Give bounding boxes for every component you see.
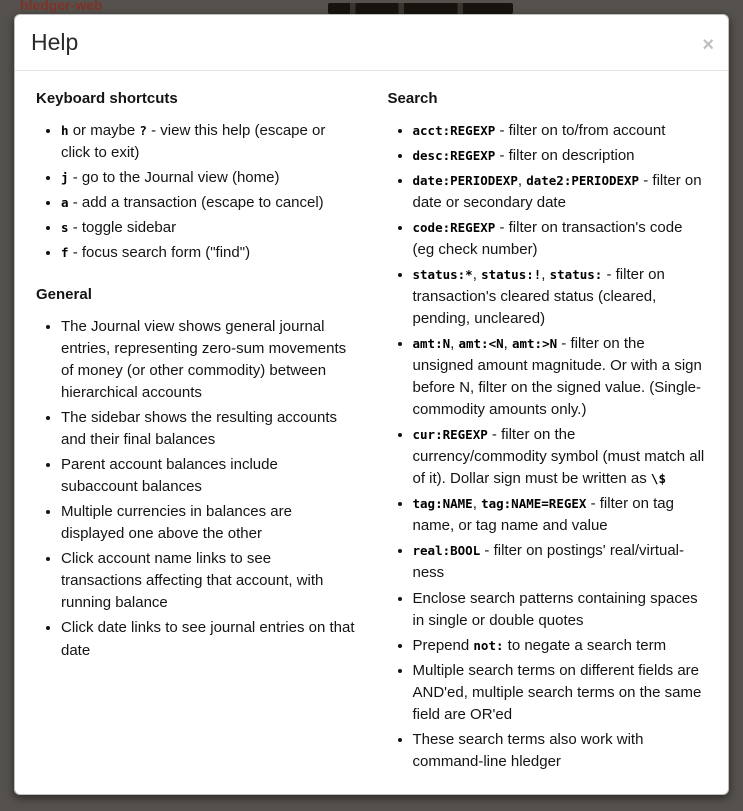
code-token: amt:>N	[511, 336, 558, 352]
code-token: j	[61, 169, 69, 185]
modal-body	[15, 71, 728, 795]
section-heading: Keyboard shortcuts	[36, 89, 178, 107]
help-list-item: • amt:N, amt:<N, amt:>N - filter on the unsigned amount magnitude. Or with a sign before N, filter on the signed value. (Single-commodity amounts only.)	[413, 333, 708, 421]
code-token: s	[61, 219, 69, 235]
help-list-item: • h or maybe ? - view this help (escape or click to exit)	[61, 120, 356, 164]
code-token: not:	[473, 637, 504, 653]
help-list-item: • The Journal view shows general journal entries, representing zero-sum movements of money (or other commodity) between hierarchical accounts	[61, 316, 356, 404]
help-list-item: • The sidebar shows the resulting accounts and their final balances	[61, 407, 356, 451]
help-list	[36, 120, 356, 264]
code-token: \$	[650, 471, 666, 487]
section-heading: Search	[387, 89, 438, 107]
help-modal	[14, 14, 729, 795]
help-list-item: • Multiple search terms on different fields are AND'ed, multiple search terms on the same field are OR'ed	[413, 660, 708, 726]
code-token: tag:NAME	[412, 496, 473, 512]
help-list-item: • These search terms also work with command-line hledger	[413, 729, 708, 773]
help-list-item: • Click account name links to see transactions affecting that account, with running balance	[61, 548, 356, 614]
code-token: real:BOOL	[412, 543, 481, 559]
help-list-item: • j - go to the Journal view (home)	[61, 167, 356, 189]
code-token: tag:NAME=REGEX	[481, 496, 587, 512]
help-list	[36, 316, 356, 662]
section-heading: General	[36, 285, 92, 303]
code-token: h	[61, 122, 69, 138]
code-token: amt:<N	[458, 336, 504, 352]
help-column-right	[372, 90, 724, 795]
code-token: status:*	[412, 266, 473, 282]
code-token: code:REGEXP	[412, 219, 496, 235]
help-list-item: • Parent account balances include subaccount balances	[61, 454, 356, 498]
code-token: status:!	[481, 266, 542, 282]
modal-header	[15, 15, 728, 71]
code-token: amt:N	[412, 336, 451, 352]
help-list-item: • Prepend not: to negate a search term	[413, 635, 708, 657]
help-list-item: • s - toggle sidebar	[61, 217, 356, 239]
code-token: status:	[549, 266, 603, 282]
help-list-item: • status:*, status:!, status: - filter on transaction's cleared status (cleared, pending, uncleared)	[413, 264, 708, 330]
code-token: cur:REGEXP	[412, 427, 488, 443]
help-list-item: • Enclose search patterns containing spaces in single or double quotes	[413, 588, 708, 632]
app-brand-link: hledger-web	[20, 0, 103, 13]
code-token: acct:REGEXP	[412, 122, 496, 138]
code-token: ?	[139, 122, 147, 138]
help-list-item: • code:REGEXP - filter on transaction's code (eg check number)	[413, 217, 708, 261]
modal-title: Help	[31, 29, 79, 55]
help-list-item: • f - focus search form ("find")	[61, 242, 356, 264]
help-list-item: • acct:REGEXP - filter on to/from account	[413, 120, 708, 142]
help-list	[388, 120, 708, 773]
help-list-item: • desc:REGEXP - filter on description	[413, 145, 708, 167]
help-list-item: • Multiple currencies in balances are displayed one above the other	[61, 501, 356, 545]
help-list-item: • cur:REGEXP - filter on the currency/commodity symbol (must match all of it). Dollar sign must be written as \$	[413, 424, 708, 490]
help-column-left	[20, 90, 372, 795]
code-token: desc:REGEXP	[412, 147, 496, 163]
help-list-item: • real:BOOL - filter on postings' real/virtual-ness	[413, 540, 708, 584]
code-token: date2:PERIODEXP	[526, 172, 640, 188]
code-token: a	[61, 194, 69, 210]
code-token: date:PERIODEXP	[412, 172, 518, 188]
help-list-item: • a - add a transaction (escape to cancel)	[61, 192, 356, 214]
help-list-item: • date:PERIODEXP, date2:PERIODEXP - filter on date or secondary date	[413, 170, 708, 214]
help-list-item: • tag:NAME, tag:NAME=REGEX - filter on tag name, or tag name and value	[413, 493, 708, 537]
code-token: f	[61, 244, 69, 260]
close-icon[interactable]: ×	[702, 34, 714, 56]
help-list-item: • Click date links to see journal entries on that date	[61, 617, 356, 661]
